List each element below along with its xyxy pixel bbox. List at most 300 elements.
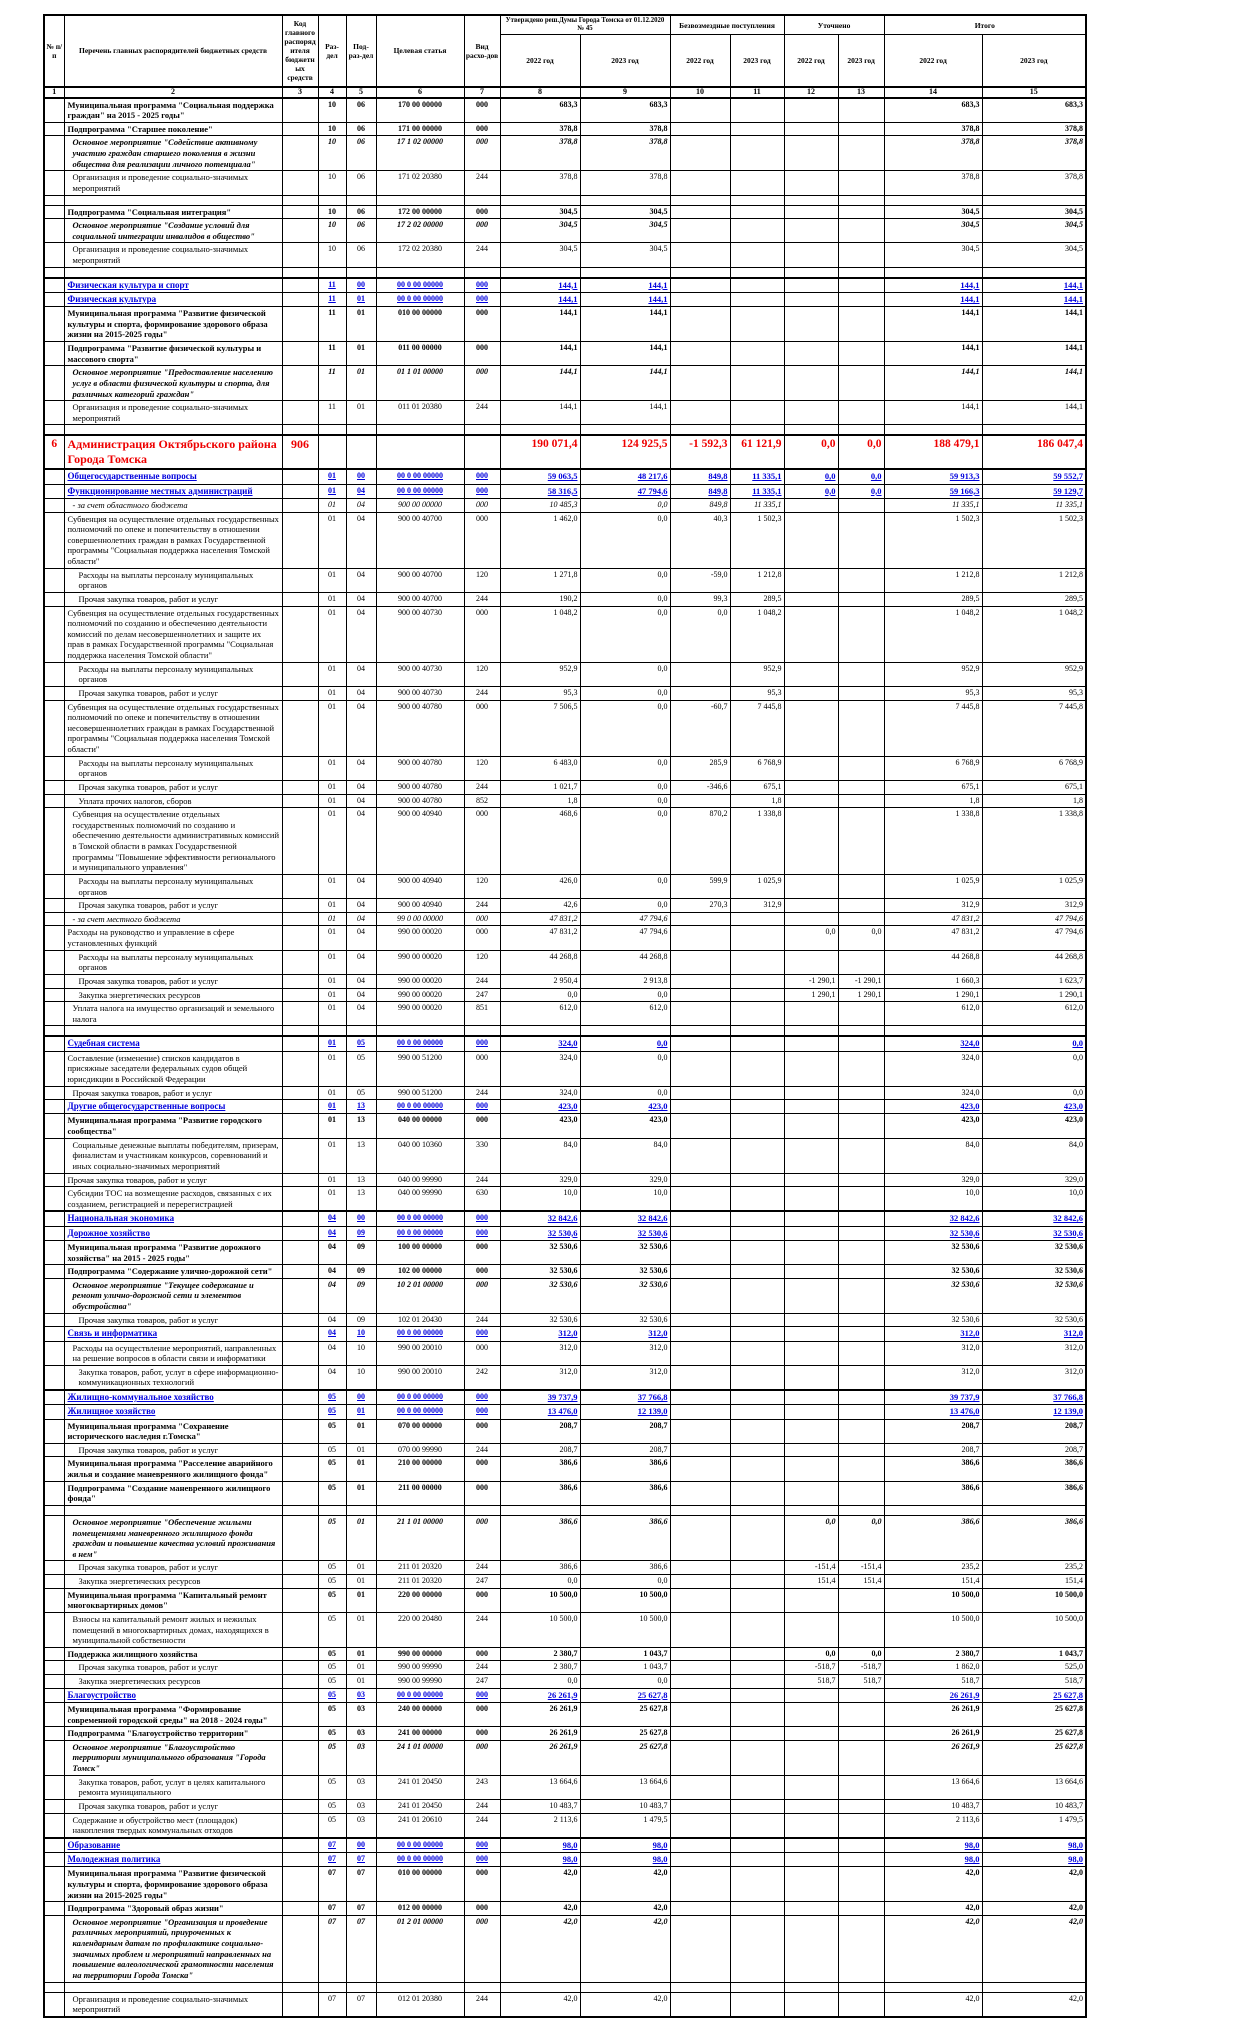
row-name-cell: Другие общегосударственные вопросы (64, 1100, 282, 1114)
value-cell: 42,0 (982, 1992, 1086, 2017)
code-cell (282, 1799, 318, 1813)
code-cell: 851 (464, 1002, 500, 1026)
value-cell (784, 1240, 838, 1264)
code-cell: 01 (346, 401, 376, 425)
code-cell: 000 (464, 205, 500, 219)
value-cell: 25 627,8 (580, 1727, 670, 1741)
value-cell: 25 627,8 (982, 1740, 1086, 1775)
value-cell (784, 366, 838, 401)
value-cell (784, 425, 838, 436)
value-cell: 0,0 (500, 1675, 580, 1689)
code-cell: 09 (346, 1265, 376, 1279)
code-cell (282, 243, 318, 267)
code-cell: 04 (346, 686, 376, 700)
row-name-cell: Муниципальная программа "Капитальный ремонт многоквартирных домов" (64, 1588, 282, 1612)
code-cell: 05 (318, 1443, 346, 1457)
value-cell (730, 1187, 784, 1212)
row-name-cell: Муниципальная программа "Формирование современной городской среды" на 2018 - 2024 годы" (64, 1702, 282, 1726)
code-cell: 09 (346, 1226, 376, 1240)
value-cell: 39 737,9 (500, 1390, 580, 1405)
row-num-cell (44, 988, 64, 1002)
row-name-cell: Образование (64, 1838, 282, 1853)
value-cell: 423,0 (580, 1100, 670, 1114)
code-cell: 01 (346, 1588, 376, 1612)
value-cell (784, 1688, 838, 1702)
value-cell (838, 195, 884, 205)
value-cell (730, 1457, 784, 1481)
code-cell: 05 (346, 1051, 376, 1086)
code-cell (464, 267, 500, 278)
code-cell (282, 1026, 318, 1037)
code-cell: 244 (464, 1612, 500, 1647)
value-cell: 10 485,3 (500, 498, 580, 512)
value-cell: 0,0 (580, 606, 670, 662)
row-num-cell (44, 1187, 64, 1212)
code-cell: 01 (346, 307, 376, 342)
table-row (44, 98, 1086, 123)
value-cell (730, 974, 784, 988)
code-cell: 220 00 20480 (376, 1612, 464, 1647)
value-cell: 32 842,6 (500, 1211, 580, 1226)
row-name-cell: Жилищно-коммунальное хозяйство (64, 1390, 282, 1405)
table-row (44, 243, 1086, 267)
value-cell (838, 662, 884, 686)
row-num-cell (44, 136, 64, 171)
value-cell: 42,0 (580, 1915, 670, 1982)
value-cell: 0,0 (580, 662, 670, 686)
value-cell (884, 195, 982, 205)
code-cell: 04 (346, 988, 376, 1002)
value-cell: 11 335,1 (730, 484, 784, 498)
value-cell (838, 1327, 884, 1341)
code-cell: 000 (464, 469, 500, 484)
value-cell (784, 808, 838, 875)
code-cell: 03 (346, 1813, 376, 1838)
value-cell: 423,0 (884, 1114, 982, 1138)
value-cell (670, 1902, 730, 1916)
table-row (44, 808, 1086, 875)
value-cell (730, 1419, 784, 1443)
value-cell (730, 219, 784, 243)
value-cell (730, 912, 784, 926)
code-cell: 000 (464, 278, 500, 293)
code-cell: 00 0 00 00000 (376, 1853, 464, 1867)
code-cell: 00 0 00 00000 (376, 484, 464, 498)
col-header-razdel: Раз-дел (318, 15, 346, 87)
value-cell: 32 530,6 (500, 1226, 580, 1240)
table-row (44, 1341, 1086, 1365)
value-cell (784, 219, 838, 243)
value-cell: 324,0 (500, 1051, 580, 1086)
code-cell (282, 1775, 318, 1799)
value-cell (730, 1173, 784, 1187)
code-cell: 01 (346, 1457, 376, 1481)
value-cell (730, 1647, 784, 1661)
table-row (44, 756, 1086, 780)
value-cell: 386,6 (580, 1515, 670, 1561)
code-cell (464, 1505, 500, 1515)
value-cell (670, 1992, 730, 2017)
code-cell: 000 (464, 512, 500, 568)
value-cell: 1 338,8 (884, 808, 982, 875)
col-number: 4 (318, 87, 346, 98)
value-cell (670, 926, 730, 950)
code-cell: 000 (464, 1515, 500, 1561)
code-cell: 04 (318, 1341, 346, 1365)
row-name-cell: Расходы на выплаты персоналу муниципальных органов (64, 756, 282, 780)
code-cell: 102 01 20430 (376, 1313, 464, 1327)
code-cell: 03 (346, 1799, 376, 1813)
value-cell: 1 021,7 (500, 780, 580, 794)
value-cell (730, 1740, 784, 1775)
row-num-cell (44, 1867, 64, 1902)
table-row (44, 568, 1086, 592)
value-cell (784, 1443, 838, 1457)
value-cell: 0,0 (838, 1515, 884, 1561)
code-cell: 04 (346, 780, 376, 794)
value-cell: 99,3 (670, 592, 730, 606)
value-cell (784, 1036, 838, 1051)
value-cell (982, 1505, 1086, 1515)
row-num-cell (44, 1226, 64, 1240)
value-cell: 0,0 (580, 1051, 670, 1086)
code-cell: 01 (318, 1002, 346, 1026)
code-cell (282, 1114, 318, 1138)
code-cell (282, 195, 318, 205)
value-cell (838, 136, 884, 171)
value-cell: 44 268,8 (982, 950, 1086, 974)
row-num-cell (44, 1002, 64, 1026)
code-cell (376, 435, 464, 469)
value-cell (838, 1036, 884, 1051)
spacer-row (44, 1026, 1086, 1037)
value-cell: 0,0 (580, 592, 670, 606)
table-row (44, 1853, 1086, 1867)
value-cell (670, 1561, 730, 1575)
value-cell (670, 1702, 730, 1726)
code-cell: 012 01 20380 (376, 1992, 464, 2017)
value-cell (784, 686, 838, 700)
value-cell (670, 1688, 730, 1702)
value-cell: 0,0 (580, 512, 670, 568)
value-cell (500, 1982, 580, 1992)
value-cell: 95,3 (730, 686, 784, 700)
code-cell: 03 (346, 1702, 376, 1726)
value-cell: 1 290,1 (982, 988, 1086, 1002)
value-cell (670, 1799, 730, 1813)
value-cell (838, 899, 884, 913)
value-cell: 0,0 (838, 1647, 884, 1661)
value-cell (838, 700, 884, 756)
value-cell: 304,5 (884, 205, 982, 219)
code-cell (282, 874, 318, 898)
value-cell (838, 912, 884, 926)
table-row (44, 1675, 1086, 1689)
row-name-cell: Молодежная политика (64, 1853, 282, 1867)
row-num-cell (44, 219, 64, 243)
value-cell (838, 1902, 884, 1916)
value-cell (670, 1775, 730, 1799)
code-cell: 244 (464, 401, 500, 425)
value-cell: 59 166,3 (884, 484, 982, 498)
value-cell (730, 136, 784, 171)
code-cell (318, 1982, 346, 1992)
code-cell: 04 (318, 1226, 346, 1240)
code-cell: 05 (318, 1575, 346, 1589)
value-cell: 32 842,6 (580, 1211, 670, 1226)
table-row (44, 950, 1086, 974)
table-row (44, 606, 1086, 662)
code-cell: 000 (464, 1647, 500, 1661)
value-cell (730, 1799, 784, 1813)
code-cell (282, 425, 318, 436)
value-cell (670, 267, 730, 278)
value-cell (670, 205, 730, 219)
row-num-cell (44, 1419, 64, 1443)
code-cell: 000 (464, 1036, 500, 1051)
value-cell (730, 1775, 784, 1799)
value-cell (838, 686, 884, 700)
code-cell: 990 00 00000 (376, 1647, 464, 1661)
code-cell: 040 00 99990 (376, 1173, 464, 1187)
value-cell: 235,2 (884, 1561, 982, 1575)
value-cell: 1 048,2 (730, 606, 784, 662)
row-num-cell (44, 662, 64, 686)
value-cell: 13 664,6 (500, 1775, 580, 1799)
code-cell: 01 (346, 1481, 376, 1505)
value-cell: 0,0 (580, 808, 670, 875)
value-cell (838, 592, 884, 606)
value-cell: 32 530,6 (500, 1265, 580, 1279)
code-cell: 120 (464, 568, 500, 592)
value-cell: 0,0 (784, 1515, 838, 1561)
col-number: 15 (982, 87, 1086, 98)
value-cell: 47 831,2 (884, 926, 982, 950)
row-num-cell (44, 425, 64, 436)
value-cell: 289,5 (884, 592, 982, 606)
table-row (44, 794, 1086, 808)
row-num-cell (44, 1915, 64, 1982)
code-cell (282, 1902, 318, 1916)
code-cell: 000 (464, 1278, 500, 1313)
value-cell (670, 401, 730, 425)
table-row (44, 1173, 1086, 1187)
value-cell (982, 195, 1086, 205)
value-cell: 144,1 (884, 401, 982, 425)
value-cell (838, 794, 884, 808)
value-cell: 304,5 (884, 243, 982, 267)
code-cell: 000 (464, 366, 500, 401)
code-cell (346, 435, 376, 469)
code-cell: 000 (464, 342, 500, 366)
value-cell (670, 1661, 730, 1675)
value-cell (670, 1240, 730, 1264)
row-num-cell (44, 484, 64, 498)
value-cell (730, 243, 784, 267)
value-cell (838, 1853, 884, 1867)
value-cell (784, 1740, 838, 1775)
value-cell: 10,0 (500, 1187, 580, 1212)
value-cell: 6 768,9 (884, 756, 982, 780)
value-cell (884, 267, 982, 278)
value-cell (730, 425, 784, 436)
code-cell (282, 1575, 318, 1589)
code-cell: 01 (346, 1561, 376, 1575)
value-cell (784, 122, 838, 136)
value-cell (838, 498, 884, 512)
value-cell (784, 1100, 838, 1114)
code-cell: 000 (464, 498, 500, 512)
value-cell: 849,8 (670, 469, 730, 484)
value-cell: 98,0 (500, 1838, 580, 1853)
code-cell: 05 (318, 1775, 346, 1799)
value-cell (784, 195, 838, 205)
code-cell: 04 (346, 974, 376, 988)
code-cell: 11 (318, 307, 346, 342)
row-num-cell (44, 1026, 64, 1037)
value-cell: 32 530,6 (982, 1313, 1086, 1327)
row-num-cell (44, 1240, 64, 1264)
code-cell: 242 (464, 1365, 500, 1390)
row-name-cell: Основное мероприятие "Организация и проведение различных мероприятий, приуроченных к календарным датам по профилактике социально-значимых проблем и мероприятий направленных на повышение валеологической грамотности населения на территории Города Томска" (64, 1915, 282, 1982)
code-cell: 070 00 00000 (376, 1419, 464, 1443)
code-cell: 241 01 20450 (376, 1799, 464, 1813)
year-header-approved-2023: 2023 год (580, 35, 670, 87)
value-cell (784, 136, 838, 171)
value-cell: 42,0 (982, 1902, 1086, 1916)
value-cell (670, 292, 730, 306)
row-num-cell (44, 307, 64, 342)
value-cell (730, 98, 784, 123)
value-cell: 0,0 (670, 606, 730, 662)
value-cell: 0,0 (838, 469, 884, 484)
code-cell (318, 1026, 346, 1037)
code-cell (282, 342, 318, 366)
value-cell (784, 1799, 838, 1813)
value-cell (670, 794, 730, 808)
value-cell: 42,0 (884, 1867, 982, 1902)
value-cell (784, 1481, 838, 1505)
value-cell (784, 1419, 838, 1443)
value-cell: 0,0 (580, 686, 670, 700)
row-name-cell (64, 267, 282, 278)
value-cell: 6 768,9 (982, 756, 1086, 780)
table-row (44, 1727, 1086, 1741)
value-cell (784, 1992, 838, 2017)
value-cell: 11 335,1 (884, 498, 982, 512)
value-cell: 208,7 (500, 1443, 580, 1457)
code-cell: 990 00 00020 (376, 988, 464, 1002)
value-cell: 1 290,1 (838, 988, 884, 1002)
value-cell (838, 1982, 884, 1992)
value-cell: 13 664,6 (982, 1775, 1086, 1799)
row-name-cell: - за счет областного бюджета (64, 498, 282, 512)
code-cell: 10 (318, 122, 346, 136)
value-cell: 42,0 (884, 1915, 982, 1982)
value-cell: 98,0 (500, 1853, 580, 1867)
row-num-cell (44, 1612, 64, 1647)
value-cell: 1,8 (884, 794, 982, 808)
value-cell: 849,8 (670, 498, 730, 512)
row-num-cell (44, 1505, 64, 1515)
table-row (44, 1775, 1086, 1799)
value-cell (670, 1211, 730, 1226)
value-cell (730, 1702, 784, 1726)
value-cell: 2 380,7 (500, 1647, 580, 1661)
value-cell: 312,0 (580, 1365, 670, 1390)
code-cell: 01 (318, 950, 346, 974)
value-cell (784, 950, 838, 974)
row-num-cell: 6 (44, 435, 64, 469)
value-cell: 144,1 (500, 342, 580, 366)
row-num-cell (44, 401, 64, 425)
value-cell: 312,0 (884, 1341, 982, 1365)
value-cell (838, 98, 884, 123)
code-cell: 01 (346, 1515, 376, 1561)
value-cell: 26 261,9 (884, 1740, 982, 1775)
table-row (44, 1688, 1086, 1702)
value-cell: 25 627,8 (580, 1740, 670, 1775)
value-cell: 312,9 (730, 899, 784, 913)
value-cell (838, 1867, 884, 1902)
value-cell: 675,1 (730, 780, 784, 794)
value-cell (730, 1561, 784, 1575)
value-cell (838, 1727, 884, 1741)
value-cell: 144,1 (982, 366, 1086, 401)
value-cell (670, 171, 730, 195)
value-cell (670, 1813, 730, 1838)
row-num-cell (44, 1740, 64, 1775)
code-cell (282, 1365, 318, 1390)
table-row (44, 498, 1086, 512)
value-cell: 2 950,4 (500, 974, 580, 988)
table-row (44, 307, 1086, 342)
value-cell: 10 500,0 (884, 1588, 982, 1612)
value-cell (670, 1086, 730, 1100)
code-cell: 900 00 40730 (376, 606, 464, 662)
code-cell (282, 592, 318, 606)
row-name-cell: Содержание и обустройство мест (площадок) накопления твердых коммунальных отходов (64, 1813, 282, 1838)
value-cell: 42,0 (500, 1915, 580, 1982)
table-row (44, 1405, 1086, 1419)
value-cell (838, 1138, 884, 1173)
code-cell: 000 (464, 1853, 500, 1867)
value-cell: 13 476,0 (884, 1405, 982, 1419)
value-cell (784, 662, 838, 686)
code-cell: 000 (464, 1265, 500, 1279)
value-cell (784, 912, 838, 926)
value-cell (730, 1443, 784, 1457)
col-number: 12 (784, 87, 838, 98)
table-row (44, 1838, 1086, 1853)
row-num-cell (44, 568, 64, 592)
code-cell: 01 (318, 568, 346, 592)
value-cell: 0,0 (580, 1675, 670, 1689)
row-name-cell: Подпрограмма "Содержание улично-дорожной сети" (64, 1265, 282, 1279)
row-num-cell (44, 267, 64, 278)
value-cell (580, 1982, 670, 1992)
code-cell: 13 (346, 1173, 376, 1187)
code-cell: 244 (464, 592, 500, 606)
code-cell: 900 00 40700 (376, 568, 464, 592)
value-cell: 386,6 (982, 1515, 1086, 1561)
value-cell: 32 530,6 (982, 1265, 1086, 1279)
value-cell: 612,0 (500, 1002, 580, 1026)
table-row (44, 122, 1086, 136)
value-cell (838, 1481, 884, 1505)
code-cell: 244 (464, 1992, 500, 2017)
value-cell (670, 1278, 730, 1313)
